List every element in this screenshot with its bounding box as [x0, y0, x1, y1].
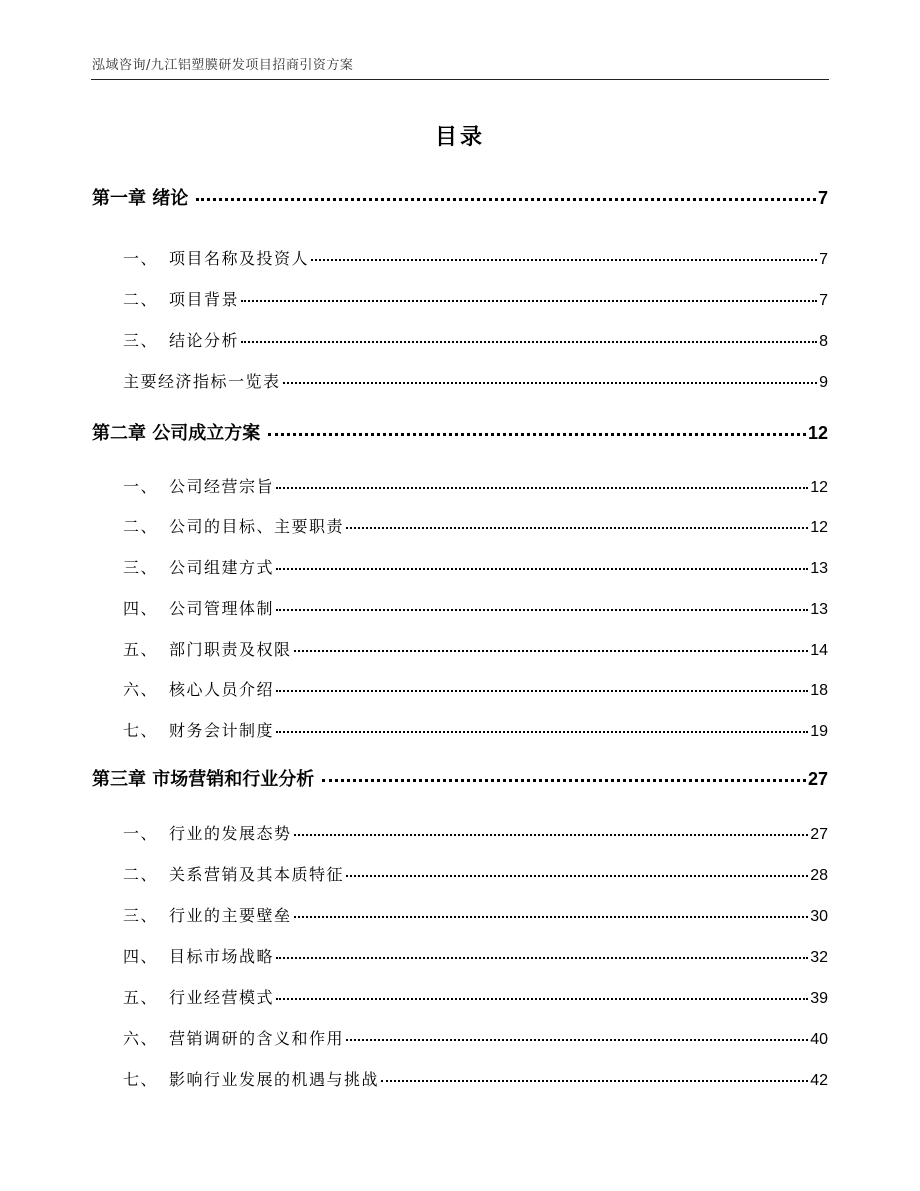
toc-entry-number: 四、	[123, 599, 159, 618]
toc-leader-dots	[311, 259, 817, 261]
toc-leader-dots	[346, 875, 808, 877]
toc-section-entry[interactable]	[92, 328, 828, 351]
toc-entry-label	[123, 246, 309, 269]
toc-page-number: 27	[810, 826, 828, 843]
toc-entry-title: 市场营销和行业分析	[152, 769, 315, 790]
toc-entry-label	[123, 903, 292, 926]
toc-section-entry[interactable]	[92, 596, 828, 619]
toc-page-number: 27	[807, 769, 828, 789]
toc-entry-label	[123, 1026, 344, 1049]
toc-leader-dots	[196, 198, 816, 201]
toc-page-number: 30	[810, 908, 828, 925]
toc-leader-dots	[276, 690, 808, 692]
toc-entry-title: 项目背景	[169, 290, 240, 309]
header-divider	[91, 79, 829, 80]
toc-entry-title: 绪论	[152, 188, 189, 209]
toc-entry-label	[123, 637, 292, 660]
toc-entry-title: 行业的发展态势	[169, 824, 292, 843]
toc-entry-title: 公司成立方案	[152, 423, 261, 444]
toc-page-number: 7	[819, 292, 828, 309]
toc-entry-title: 营销调研的含义和作用	[169, 1029, 345, 1048]
toc-entry-title: 主要经济指标一览表	[123, 372, 281, 391]
toc-leader-dots	[322, 779, 806, 782]
toc-section-entry[interactable]	[92, 246, 828, 269]
toc-page-number: 42	[810, 1072, 828, 1089]
toc-page-number: 40	[810, 1031, 828, 1048]
toc-entry-label	[123, 596, 274, 619]
toc-entry-title: 公司管理体制	[169, 599, 275, 618]
toc-entry-label	[123, 718, 274, 741]
toc-leader-dots	[346, 527, 808, 529]
toc-section-entry[interactable]	[92, 944, 828, 967]
toc-section-entry[interactable]	[92, 555, 828, 578]
toc-section-entry[interactable]	[92, 862, 828, 885]
toc-entry-number: 四、	[123, 947, 159, 966]
toc-leader-dots	[276, 568, 808, 570]
toc-entry-title: 目标市场战略	[169, 947, 275, 966]
toc-leader-dots	[346, 1039, 808, 1041]
toc-entry-label	[123, 369, 281, 392]
page-header: 泓域咨询/九江铝塑膜研发项目招商引资方案	[92, 58, 354, 73]
toc-section-entry[interactable]	[92, 821, 828, 844]
toc-entry-label	[123, 287, 239, 310]
toc-entry-title: 影响行业发展的机遇与挑战	[169, 1070, 380, 1089]
toc-entry-title: 项目名称及投资人	[169, 249, 310, 268]
toc-entry-number: 第一章	[92, 188, 146, 209]
toc-leader-dots	[294, 834, 809, 836]
toc-page-number: 8	[819, 333, 828, 350]
toc-entry-label	[123, 985, 274, 1008]
toc-leader-dots	[283, 382, 818, 384]
toc-title: 目录	[434, 125, 485, 150]
toc-section-entry[interactable]	[92, 1026, 828, 1049]
toc-entry-number: 七、	[123, 721, 159, 740]
toc-section-entry[interactable]	[92, 369, 828, 392]
toc-page-number: 12	[810, 519, 828, 536]
toc-entry-title: 财务会计制度	[169, 721, 275, 740]
toc-leader-dots	[276, 731, 808, 733]
toc-page-number: 12	[807, 423, 828, 443]
toc-leader-dots	[276, 957, 808, 959]
toc-entry-number: 五、	[123, 640, 159, 659]
toc-entry-number: 一、	[123, 824, 159, 843]
toc-leader-dots	[276, 487, 808, 489]
toc-entry-number: 二、	[123, 517, 159, 536]
toc-section-entry[interactable]	[92, 677, 828, 700]
toc-entry-title: 公司经营宗旨	[169, 477, 275, 496]
toc-entry-title: 核心人员介绍	[169, 680, 275, 699]
toc-page-number: 18	[810, 682, 828, 699]
toc-page-number: 12	[810, 479, 828, 496]
toc-entry-label	[123, 514, 344, 537]
toc-entry-number: 六、	[123, 1029, 159, 1048]
toc-entry-label	[123, 862, 344, 885]
toc-entry-label	[123, 474, 274, 497]
toc-entry-label	[92, 765, 314, 791]
toc-leader-dots	[294, 916, 809, 918]
toc-entry-number: 七、	[123, 1070, 159, 1089]
toc-entry-number: 六、	[123, 680, 159, 699]
toc-chapter-entry[interactable]	[92, 184, 828, 210]
toc-entry-label	[123, 328, 239, 351]
toc-section-entry[interactable]	[92, 287, 828, 310]
toc-section-entry[interactable]	[92, 637, 828, 660]
toc-entry-label	[123, 1067, 379, 1090]
toc-entry-number: 二、	[123, 865, 159, 884]
toc-chapter-entry[interactable]	[92, 765, 828, 791]
toc-page-number: 13	[810, 560, 828, 577]
toc-entry-label	[92, 419, 260, 445]
toc-leader-dots	[268, 433, 806, 436]
toc-section-entry[interactable]	[92, 903, 828, 926]
toc-page-number: 9	[819, 374, 828, 391]
toc-entry-title: 关系营销及其本质特征	[169, 865, 345, 884]
toc-entry-label	[123, 677, 274, 700]
toc-page-number: 13	[810, 601, 828, 618]
toc-leader-dots	[381, 1080, 808, 1082]
toc-entry-number: 三、	[123, 558, 159, 577]
toc-page-number: 32	[810, 949, 828, 966]
toc-entry-label	[123, 555, 274, 578]
toc-page-number: 39	[810, 990, 828, 1007]
toc-entry-label	[123, 821, 292, 844]
toc-entry-title: 部门职责及权限	[169, 640, 292, 659]
toc-leader-dots	[276, 609, 808, 611]
toc-leader-dots	[241, 300, 817, 302]
toc-entry-title: 行业的主要壁垒	[169, 906, 292, 925]
toc-entry-title: 行业经营模式	[169, 988, 275, 1007]
toc-entry-title: 公司组建方式	[169, 558, 275, 577]
toc-entry-number: 二、	[123, 290, 159, 309]
toc-entry-label	[123, 944, 274, 967]
toc-page-number: 19	[810, 723, 828, 740]
toc-entry-title: 结论分析	[169, 331, 240, 350]
toc-entry-number: 一、	[123, 249, 159, 268]
toc-entry-number: 三、	[123, 906, 159, 925]
toc-section-entry[interactable]	[92, 718, 828, 741]
toc-page-number: 14	[810, 642, 828, 659]
toc-page-number: 7	[819, 251, 828, 268]
toc-page-number: 28	[810, 867, 828, 884]
toc-leader-dots	[241, 341, 817, 343]
toc-leader-dots	[294, 650, 809, 652]
toc-page-number: 7	[817, 188, 828, 208]
toc-section-entry[interactable]	[92, 985, 828, 1008]
toc-entry-number: 五、	[123, 988, 159, 1007]
toc-section-entry[interactable]	[92, 474, 828, 497]
toc-entry-number: 三、	[123, 331, 159, 350]
toc-entry-number: 一、	[123, 477, 159, 496]
toc-chapter-entry[interactable]	[92, 419, 828, 445]
toc-section-entry[interactable]	[92, 1067, 828, 1090]
toc-entry-number: 第三章	[92, 769, 146, 790]
toc-entry-number: 第二章	[92, 423, 146, 444]
toc-entry-label	[92, 184, 188, 210]
toc-leader-dots	[276, 998, 808, 1000]
toc-entry-title: 公司的目标、主要职责	[169, 517, 345, 536]
toc-section-entry[interactable]	[92, 514, 828, 537]
